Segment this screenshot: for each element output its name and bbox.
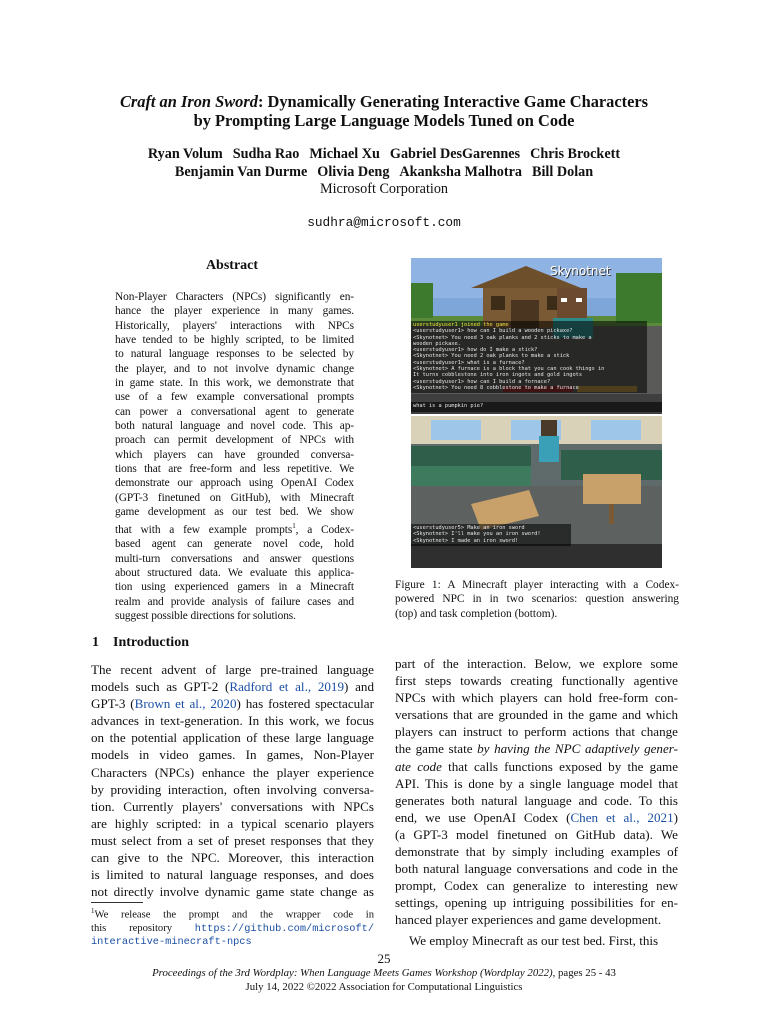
body-line: models in video games. In games, Non-Player <box>91 747 374 763</box>
author: Benjamin Van Durme <box>174 163 308 180</box>
footnote <box>91 905 374 949</box>
author: Chris Brockett <box>530 146 621 162</box>
title-line2: by Prompting Large Language Models Tuned on Code <box>193 111 575 130</box>
author: Michael Xu <box>309 146 380 162</box>
figure-top-panel <box>411 258 662 414</box>
abstract-line: Non-Player Characters (NPCs) significantly en- <box>115 291 354 303</box>
chat-log-bottom <box>413 525 541 544</box>
title-rest: : Dynamically Generating Interactive Game Characters <box>257 92 649 111</box>
page-number: 25 <box>377 951 391 966</box>
proceedings-pages: , pages 25 - 43 <box>552 967 616 979</box>
abstract-line: in game state. In this work, we demonstrate that <box>115 376 354 389</box>
section-heading-introduction <box>92 635 189 651</box>
body-line: versations that are grounded in the game and which <box>395 707 678 723</box>
chat-message: It turns cobblestone into iron ingots and gold ingots <box>413 372 583 379</box>
author: Olivia Deng <box>317 163 390 180</box>
body-line: NPCs with which players can hold free-form con- <box>395 690 678 706</box>
abstract-line: demonstrate our approach using OpenAI Codex <box>115 477 354 490</box>
body-line: GPT-3 (Brown et al., 2020) has fostered spectacular <box>91 696 374 712</box>
abstract-line: the player, and to not involve dynamic change <box>115 362 354 375</box>
abstract-line: (GPT-3 finetuned on GitHub), with Minecraft <box>115 491 354 504</box>
abstract-line: tions that are free-form and less repetitive. We <box>115 462 354 475</box>
abstract-line: multi-turn conversations and answer questions <box>115 552 354 565</box>
body-line: players can instruct to perform actions that change <box>395 724 678 740</box>
body-line: first steps towards creating functionally agentive <box>395 673 678 689</box>
author: Bill Dolan <box>532 163 594 180</box>
chat-message: <userstudyuser1> how do I make a stick? <box>413 347 538 354</box>
proceedings-title: Proceedings of the 3rd Wordplay: When Language Meets Games Workshop (Wordplay 2022) <box>152 967 553 979</box>
intro-column-right <box>395 655 678 949</box>
abstract-line: game development as our test bed. We show <box>115 505 354 518</box>
footnote-text: We release the prompt and the wrapper code in <box>94 909 374 921</box>
copyright-line: July 14, 2022 ©2022 Association for Computational Linguistics <box>245 980 523 993</box>
chat-message: <userstudyuser1> what is a furnace? <box>413 359 525 366</box>
chat-message: <userstudyuser5> Make an iron sword <box>413 525 525 531</box>
body-line: is limited to natural language responses, and does <box>91 867 374 883</box>
affiliation: Microsoft Corporation <box>319 181 449 197</box>
figure-caption <box>395 578 679 621</box>
body-line: settings, opening up intriguing possibilities for en- <box>395 895 678 911</box>
abstract-line: hance the player experience in many games. <box>115 305 354 318</box>
chat-message: <Skynotnet> You need 3 oak planks and 2 sticks to make a <box>413 334 592 341</box>
citation-link[interactable]: Chen et al., 2021 <box>570 809 674 825</box>
intro-column-left <box>91 661 374 900</box>
abstract-line: about structured data. We evaluate this applica- <box>115 567 354 580</box>
repository-link[interactable]: interactive-minecraft-npcs <box>91 935 252 948</box>
authors-line2 <box>40 164 728 182</box>
body-line: by providing interaction, often involving conversa- <box>91 781 374 797</box>
section-number: 1 <box>92 635 99 650</box>
body-line: demonstrate that by simply including examples of <box>395 844 678 860</box>
body-line: both natural language conversations and code in the <box>395 861 678 877</box>
body-line: tion. Currently players' conversations with NPCs <box>91 798 374 814</box>
chat-message: userstudyuser1 joined the game <box>413 322 509 328</box>
section-title: Introduction <box>113 635 189 650</box>
abstract-line: can power a conversational agent to generate <box>115 405 354 418</box>
figure-minecraft-screenshots <box>411 258 662 568</box>
author: Akanksha Malhotra <box>399 163 523 180</box>
abstract-line: use of a few example conversational prompts <box>115 391 354 404</box>
body-line: on the potential application of these large language <box>91 730 374 746</box>
abstract-line: to natural language responses to be selected by <box>115 348 354 361</box>
figure-bottom-panel <box>411 416 662 568</box>
author: Sudha Rao <box>232 146 300 162</box>
abstract-body <box>115 290 354 623</box>
chat-message: wooden pickaxe. <box>413 340 461 347</box>
citation-link[interactable]: Brown et al., 2020 <box>134 696 237 712</box>
contact-email[interactable]: sudhra@microsoft.com <box>307 215 461 230</box>
body-line: are highly scripted: in a typical scenario players <box>91 815 374 831</box>
author-list <box>40 146 728 181</box>
abstract-line: Historically, players' interactions with NPCs <box>115 319 354 332</box>
body-line: advances in text-generation. In this work, we focus <box>91 713 374 729</box>
body-line: generates both natural language and code. To this <box>395 792 678 808</box>
body-line: hanced player experiences and game development. <box>395 912 662 928</box>
npc-nametag: Skynotnet <box>550 264 611 278</box>
chat-message: <Skynotnet> I'll make you an iron sword! <box>413 531 541 538</box>
body-line: (a GPT-3 model finetuned on GitHub data). We <box>395 826 678 842</box>
abstract-line: both natural language and novel code. This ap- <box>115 419 354 432</box>
abstract-line: proach can permit development of NPCs with <box>115 434 354 447</box>
footnote-number: 1 <box>91 907 95 915</box>
authors-line1 <box>40 146 728 164</box>
body-line: part of the interaction. Below, we explore some <box>395 656 678 671</box>
body-line: API. This is done by a single language model that <box>395 775 678 791</box>
footnote-text: this repository <box>91 922 195 934</box>
repository-link[interactable]: https://github.com/microsoft/ <box>194 922 374 935</box>
chat-message: <userstudyuser1> how can I build a fornace? <box>413 378 551 385</box>
body-line: can give to the NPC. Moreover, this interaction <box>91 850 374 866</box>
chat-message: <Skynotnet> A furnace is a block that you can cook things in <box>413 366 605 373</box>
caption-line: (top) and task completion (bottom). <box>395 607 558 620</box>
chat-input[interactable]: what is a pumpkin pie? <box>413 403 484 409</box>
body-line: We employ Minecraft as our test bed. First, this <box>409 932 659 948</box>
paper-title <box>40 92 728 130</box>
body-line: The recent advent of large pre-trained language <box>91 662 374 677</box>
body-line: not directly involve dynamic game state change as <box>91 884 374 900</box>
body-line: ate code that calls functions exposed by the game <box>395 758 678 774</box>
abstract-line: realm and provide analysis of failure cases and <box>115 595 354 608</box>
title-italic: Craft an Iron Sword <box>119 92 258 111</box>
abstract-line: tion using experienced gamers in a Minecraft <box>115 581 354 594</box>
chat-log-top <box>413 322 604 391</box>
chat-message: <Skynotnet> You need 8 cobblestone to make a furnace <box>413 384 579 391</box>
caption-line: powered NPC in in two scenarios: question answering <box>395 593 679 606</box>
abstract-line: have tended to be highly scripted, to be limited <box>115 333 354 346</box>
footnote-mark[interactable]: 1 <box>292 522 296 531</box>
body-line: end, we use OpenAI Codex (Chen et al., 2021) <box>395 809 678 825</box>
abstract-line: suggest possible directions for solutions. <box>115 610 296 623</box>
chat-message: <userstudyuser1> how can I build a wooden pickaxe? <box>413 328 573 335</box>
chat-message: <Skynotnet> You need 2 oak planks to make a stick <box>413 353 570 360</box>
caption-line: Figure 1: A Minecraft player interacting with a Codex- <box>395 579 679 591</box>
author: Ryan Volum <box>147 146 223 162</box>
body-line: must select from a set of preset responses that they <box>91 832 374 848</box>
body-line: prompt, Codex can generalize to interesting new <box>395 878 678 894</box>
abstract-heading: Abstract <box>205 258 259 273</box>
abstract-line: based agent can generate novel code, hold <box>115 538 354 551</box>
chat-message: <Skynotnet> I made an iron sword! <box>413 537 519 544</box>
body-line: Characters (NPCs) enhance the player experience <box>91 764 374 780</box>
author: Gabriel DesGarennes <box>389 146 521 162</box>
proceedings-footer <box>40 967 728 994</box>
citation-link[interactable]: Radford et al., 2019 <box>229 679 345 695</box>
body-line: models such as GPT-2 (Radford et al., 2019) and <box>91 679 374 695</box>
footnote-rule <box>91 902 143 903</box>
abstract-line: which players can have grounded conversa- <box>115 448 354 461</box>
body-line: the game state by having the NPC adaptively gener- <box>395 741 678 757</box>
abstract-line-footnote: that with a few example prompts$^1$, a Codex- <box>115 522 354 537</box>
